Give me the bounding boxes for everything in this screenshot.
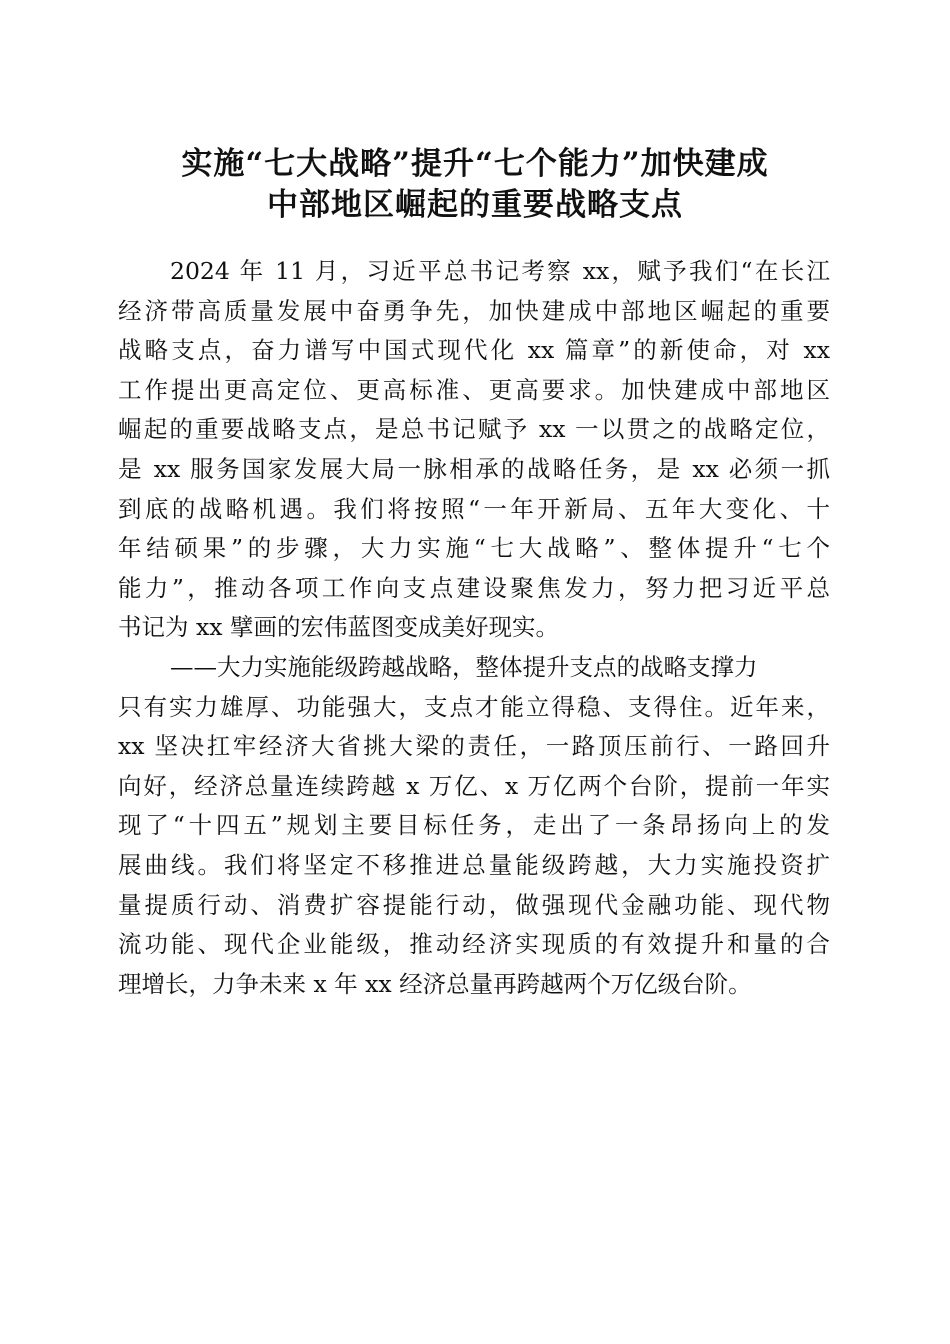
text-line: 年结硕果”的步骤，大力实施“七大战略”、整体提升“七个 <box>118 534 830 563</box>
text-line: 理增长，力争未来 x 年 xx 经济总量再跨越两个万亿级台阶。 <box>118 969 752 998</box>
text-line: 展曲线。我们将坚定不移推进总量能级跨越，大力实施投资扩 <box>118 850 830 879</box>
text-line: xx 坚决扛牢经济大省挑大梁的责任，一路顶压前行、一路回升 <box>118 732 830 761</box>
document-title-line-1: 实施“七大战略”提升“七个能力”加快建成 <box>181 146 769 182</box>
text-line: 现了“十四五”规划主要目标任务，走出了一条昂扬向上的发 <box>118 811 830 840</box>
text-line: 流功能、现代企业能级，推动经济实现质的有效提升和量的合 <box>118 930 830 959</box>
text-line: 向好，经济总量连续跨越 x 万亿、x 万亿两个台阶，提前一年实 <box>118 771 830 800</box>
section-heading <box>118 648 830 688</box>
text-line: ——大力实施能级跨越战略，整体提升支点的战略支撑力 <box>170 652 758 681</box>
text-line: 经济带高质量发展中奋勇争先，加快建成中部地区崛起的重要 <box>118 296 830 325</box>
text-line: 量提质行动、消费扩容提能行动，做强现代金融功能、现代物 <box>118 890 830 919</box>
paragraph <box>118 688 830 1005</box>
text-line: 工作提出更高定位、更高标准、更高要求。加快建成中部地区 <box>118 375 830 404</box>
text-line: 到底的战略机遇。我们将按照“一年开新局、五年大变化、十 <box>118 494 830 523</box>
text-line: 能力”，推动各项工作向支点建设聚焦发力，努力把习近平总 <box>118 573 830 602</box>
text-line: 战略支点，奋力谱写中国式现代化 xx 篇章”的新使命，对 xx <box>118 336 830 365</box>
text-line: 崛起的重要战略支点，是总书记赋予 xx 一以贯之的战略定位， <box>118 415 830 444</box>
paragraph <box>118 252 830 648</box>
text-line: 是 xx 服务国家发展大局一脉相承的战略任务，是 xx 必须一抓 <box>118 454 830 483</box>
document-title-line-2: 中部地区崛起的重要战略支点 <box>267 187 683 223</box>
text-line: 只有实力雄厚、功能强大，支点才能立得稳、支得住。近年来， <box>118 692 830 721</box>
document-body <box>118 252 830 1004</box>
text-line: 2024 年 11 月，习近平总书记考察 xx，赋予我们“在长江 <box>170 257 830 285</box>
text-line: 书记为 xx 擘画的宏伟蓝图变成美好现实。 <box>118 613 559 642</box>
